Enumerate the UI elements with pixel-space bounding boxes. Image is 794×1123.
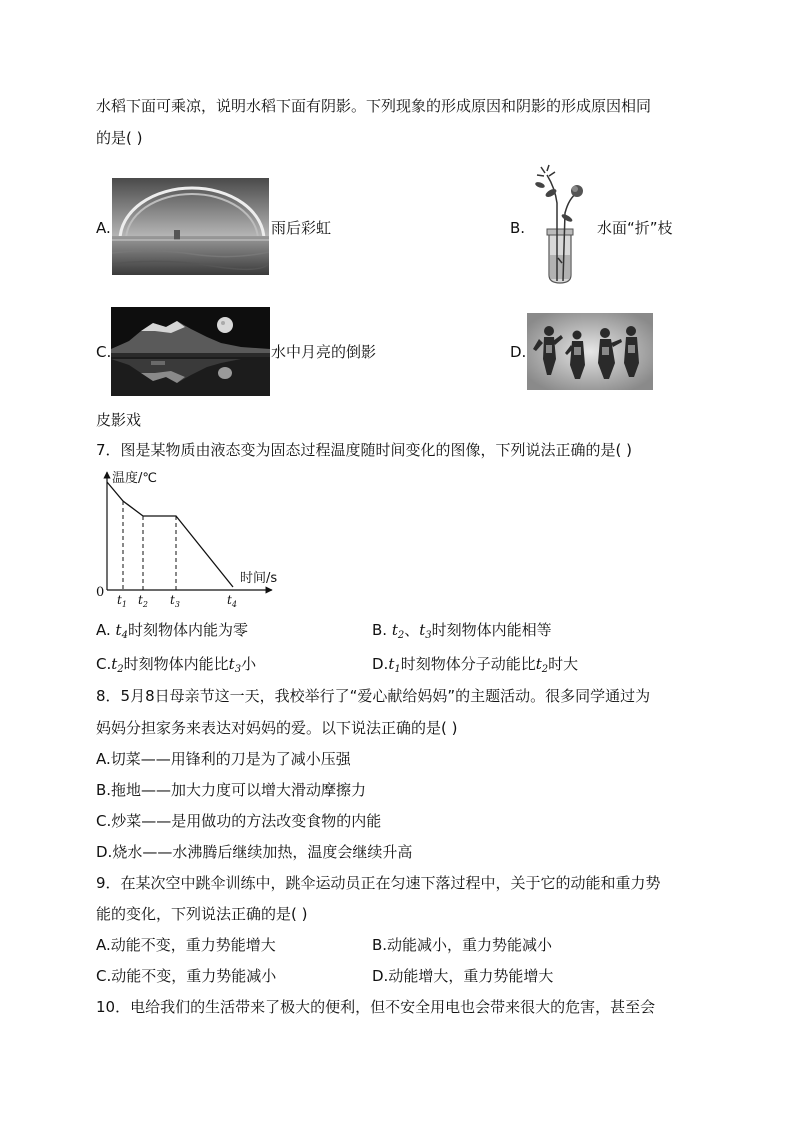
q8-option-b: B.拖地——加大力度可以增大滑动摩擦力	[96, 781, 367, 799]
q8-stem-line2: 妈妈分担家务来表达对妈妈的爱。以下说法正确的是( )	[96, 719, 458, 737]
origin-label: 0	[96, 585, 105, 600]
q7-option-a: A. $t_4$时刻物体内能为零	[96, 621, 248, 641]
q7-stem-text: 图是某物质由液态变为固态过程温度随时间变化的图像，下列说法正确的是( )	[120, 441, 633, 459]
q9-option-d: D.动能增大，重力势能增大	[372, 967, 554, 985]
q9-option-a: A.动能不变，重力势能增大	[96, 936, 276, 954]
q9-stem-line1: 9．在某次空中跳伞训练中，跳伞运动员正在匀速下落过程中，关于它的动能和重力势	[96, 874, 661, 892]
q6-option-b-letter: B.	[510, 219, 526, 237]
q6-stem-line1: 水稻下面可乘凉，说明水稻下面有阴影。下列现象的形成原因和阴影的形成原因相同	[96, 97, 652, 115]
q10-stem-line1: 10．电给我们的生活带来了极大的便利，但不安全用电也会带来很大的危害，甚至会	[96, 998, 656, 1016]
tick-t4: $t_4$	[227, 593, 237, 608]
q7-number: 7．	[96, 441, 121, 459]
x-axis-label: 时间/s	[240, 571, 278, 586]
q8-option-d: D.烧水——水沸腾后继续加热，温度会继续升高	[96, 843, 413, 861]
tick-t2: $t_2$	[138, 593, 148, 608]
q7-stem	[96, 440, 632, 460]
q7-chart	[90, 466, 300, 608]
q7-option-c: $C.t_2$时刻物体内能比$t_3$小	[96, 655, 257, 675]
q7-option-b: B. $t_2$、$t_3$时刻物体内能相等	[372, 621, 552, 641]
q9-option-b: B.动能减小，重力势能减小	[372, 936, 553, 954]
q6-option-a-caption: 雨后彩虹	[271, 219, 332, 237]
q7-option-d: $D.t_1$时刻物体分子动能比$t_2$时大	[372, 655, 579, 675]
q8-option-a: A.切菜——用锋利的刀是为了减小压强	[96, 750, 351, 768]
tick-t1: $t_1$	[117, 593, 127, 608]
tick-t3: $t_3$	[170, 593, 180, 608]
q7-chart-svg	[90, 466, 300, 608]
q8-stem-line1: 8．5月8日母亲节这一天，我校举行了“爱心献给妈妈”的主题活动。很多同学通过为	[96, 687, 651, 705]
q6-option-d-caption: 皮影戏	[96, 411, 142, 429]
moon-reflection-photo-icon	[111, 307, 270, 396]
temperature-curve	[107, 482, 233, 587]
shadow-puppet-photo-icon	[527, 313, 653, 390]
q6-option-b-caption: 水面“折”枝	[597, 219, 673, 237]
vase-flower-photo-icon	[527, 163, 594, 287]
rainbow-photo-icon	[112, 178, 269, 275]
q8-option-c: C.炒菜——是用做功的方法改变食物的内能	[96, 812, 382, 830]
y-axis-label: 温度/℃	[112, 471, 157, 486]
q6-option-d-letter: D.	[510, 343, 527, 361]
q6-option-c-letter: C.	[96, 343, 112, 361]
q9-stem-line2: 能的变化，下列说法正确的是( )	[96, 905, 308, 923]
q6-option-c-caption: 水中月亮的倒影	[271, 343, 377, 361]
q6-stem-line2: 的是( )	[96, 129, 143, 147]
q6-option-a-letter: A.	[96, 219, 111, 237]
q9-option-c: C.动能不变，重力势能减小	[96, 967, 277, 985]
